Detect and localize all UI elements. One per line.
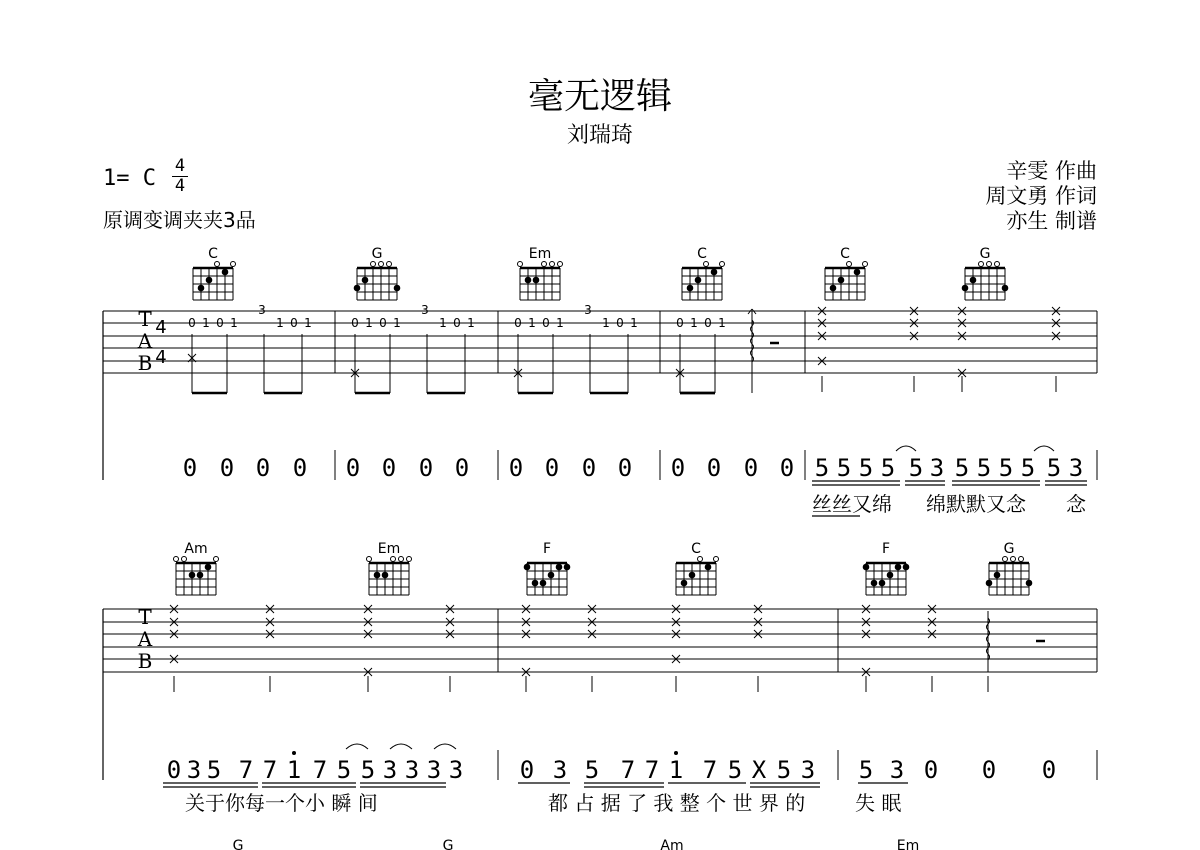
lyric-text: 失 眠 — [855, 791, 902, 815]
chord-dot — [374, 572, 381, 579]
credit-composer: 辛雯 作曲 — [1006, 159, 1097, 183]
chord-open — [231, 262, 236, 267]
chord-open — [698, 557, 703, 562]
tie-arc — [390, 744, 412, 749]
chord-name: Em — [528, 246, 552, 262]
chord-diagram-c — [682, 246, 725, 300]
chord-name: Am — [660, 838, 684, 850]
chord-name: G — [1003, 541, 1015, 557]
jianpu-note: 3 — [929, 454, 945, 482]
tab-fret-number: 1 — [467, 316, 475, 330]
tab-fret-number: 3 — [421, 303, 429, 317]
tie-arc — [1034, 446, 1054, 451]
chord-open — [379, 262, 384, 267]
lyric-text: 绵默默又念 — [926, 492, 1026, 516]
jianpu-note: 7 — [312, 756, 328, 784]
jianpu-note: 0 — [923, 756, 939, 784]
tab-fret-number: 0 — [188, 316, 196, 330]
chord-open — [182, 557, 187, 562]
chord-open — [371, 262, 376, 267]
chord-dot — [197, 572, 204, 579]
chord-open — [174, 557, 179, 562]
lyric-text: 关于你每一个小 瞬 间 — [185, 791, 378, 815]
jianpu-note: 0 — [519, 756, 535, 784]
chord-dot — [533, 277, 540, 284]
chord-name: G — [442, 838, 454, 850]
tab-fret-number: 1 — [439, 316, 447, 330]
jianpu-note: 5 — [814, 454, 830, 482]
tab-letter-b: B — [137, 351, 153, 375]
tab-fret-number: 3 — [258, 303, 266, 317]
chord-diagram-am — [174, 541, 219, 595]
chord-open — [367, 557, 372, 562]
tab-letter-b: B — [137, 649, 153, 673]
chord-dot — [879, 580, 886, 587]
chord-dot — [830, 285, 837, 292]
jianpu-note: 3 — [382, 756, 398, 784]
chord-open — [847, 262, 852, 267]
jianpu-note: 5 — [1046, 454, 1062, 482]
chord-diagram-c — [193, 246, 236, 300]
chord-open — [714, 557, 719, 562]
jianpu-high-dot — [292, 751, 296, 755]
chord-dot — [354, 285, 361, 292]
jianpu-note: 0 — [166, 756, 182, 784]
jianpu-high-dot — [674, 751, 678, 755]
time-signature-bottom: 4 — [174, 176, 186, 196]
chord-dot — [695, 277, 702, 284]
tab-time-top: 4 — [155, 317, 167, 338]
chord-dot — [525, 277, 532, 284]
chord-diagram-em — [518, 246, 563, 300]
chord-name: G — [232, 838, 244, 850]
chord-dot — [524, 564, 531, 571]
chord-open — [1003, 557, 1008, 562]
tie-arc — [896, 446, 916, 451]
jianpu-note: 0 — [381, 454, 397, 482]
jianpu-note: 3 — [889, 756, 905, 784]
chord-dot — [564, 564, 571, 571]
chord-open — [215, 262, 220, 267]
chord-name: C — [691, 541, 701, 557]
credit-lyricist: 周文勇 作词 — [985, 184, 1097, 208]
chord-open — [720, 262, 725, 267]
tab-fret-number: 1 — [276, 316, 284, 330]
tab-time-bottom: 4 — [155, 347, 167, 368]
tab-fret-number: 3 — [584, 303, 592, 317]
capo-instruction: 原调变调夹夹3品 — [103, 208, 256, 232]
chord-diagram-c — [676, 541, 719, 595]
chord-open — [518, 262, 523, 267]
chord-dot — [863, 564, 870, 571]
jianpu-note: 5 — [206, 756, 222, 784]
chord-dot — [198, 285, 205, 292]
tab-fret-number: 1 — [304, 316, 312, 330]
chord-open — [399, 557, 404, 562]
tab-fret-number: 0 — [616, 316, 624, 330]
tab-fret-number: 1 — [556, 316, 564, 330]
chord-name: Em — [377, 541, 401, 557]
jianpu-note: 7 — [644, 756, 660, 784]
tab-fret-number: 0 — [351, 316, 359, 330]
chord-dot — [532, 580, 539, 587]
tie-arc — [434, 744, 456, 749]
chord-dot — [962, 285, 969, 292]
jianpu-note: 0 — [670, 454, 686, 482]
chord-open — [391, 557, 396, 562]
chord-open — [1011, 557, 1016, 562]
chord-name: C — [208, 246, 218, 262]
chord-dot — [556, 564, 563, 571]
chord-dot — [222, 269, 229, 276]
jianpu-note: 7 — [238, 756, 254, 784]
tab-fret-number: 1 — [630, 316, 638, 330]
chord-dot — [382, 572, 389, 579]
tab-letter-a: A — [137, 329, 153, 353]
chord-open — [704, 262, 709, 267]
chord-open — [863, 262, 868, 267]
chord-dot — [189, 572, 196, 579]
chord-name: F — [542, 541, 552, 557]
artist-name: 刘瑞琦 — [566, 123, 633, 148]
jianpu-note: 5 — [360, 756, 376, 784]
chord-name: C — [840, 246, 850, 262]
chord-diagram-g — [354, 246, 401, 300]
lyric-text: 念 — [1066, 492, 1086, 516]
jianpu-note: 5 — [584, 756, 600, 784]
jianpu-note: 3 — [426, 756, 442, 784]
tab-fret-number: 1 — [230, 316, 238, 330]
jianpu-note: 3 — [448, 756, 464, 784]
chord-dot — [838, 277, 845, 284]
jianpu-note: 0 — [779, 454, 795, 482]
tab-fret-number: 0 — [216, 316, 224, 330]
time-signature-top: 4 — [174, 156, 186, 176]
lyric-text: 丝丝又绵 — [812, 492, 892, 516]
chord-diagram-em — [367, 541, 412, 595]
chord-diagram-f — [863, 541, 910, 595]
chord-dot — [681, 580, 688, 587]
tab-fret-number: 1 — [602, 316, 610, 330]
tab-fret-number: 0 — [453, 316, 461, 330]
chord-dot — [689, 572, 696, 579]
tab-fret-number: 0 — [514, 316, 522, 330]
jianpu-note: 0 — [182, 454, 198, 482]
jianpu-note: 5 — [1020, 454, 1036, 482]
tab-fret-number: 1 — [690, 316, 698, 330]
jianpu-note: 5 — [976, 454, 992, 482]
jianpu-note: 7 — [620, 756, 636, 784]
chord-open — [542, 262, 547, 267]
jianpu-note: 0 — [617, 454, 633, 482]
jianpu-note: 0 — [581, 454, 597, 482]
jianpu-note: 5 — [776, 756, 792, 784]
jianpu-note: 0 — [706, 454, 722, 482]
jianpu-note: 0 — [418, 454, 434, 482]
jianpu-note: 7 — [702, 756, 718, 784]
chord-dot — [362, 277, 369, 284]
chord-diagram-g — [986, 541, 1033, 595]
jianpu-note: 5 — [908, 454, 924, 482]
chord-name: F — [881, 541, 891, 557]
chord-dot — [887, 572, 894, 579]
tab-fret-number: 0 — [704, 316, 712, 330]
chord-open — [407, 557, 412, 562]
lyric-text: 都 占 据 了 我 整 个 世 界 的 — [548, 791, 806, 815]
chord-name: Am — [184, 541, 208, 557]
jianpu-note: 0 — [219, 454, 235, 482]
chord-dot — [206, 277, 213, 284]
chord-dot — [1002, 285, 1009, 292]
chord-open — [995, 262, 1000, 267]
key-signature: 1= C — [103, 166, 156, 191]
jianpu-note: 5 — [998, 454, 1014, 482]
tab-fret-number: 1 — [365, 316, 373, 330]
tab-fret-number: 0 — [676, 316, 684, 330]
tab-fret-number: 1 — [202, 316, 210, 330]
tab-letter-t: T — [138, 307, 152, 331]
jianpu-note: 5 — [336, 756, 352, 784]
song-title: 毫无逻辑 — [527, 76, 672, 117]
jianpu-note: 0 — [255, 454, 271, 482]
jianpu-note: 0 — [981, 756, 997, 784]
chord-dot — [548, 572, 555, 579]
chord-open — [987, 262, 992, 267]
chord-dot — [994, 572, 1001, 579]
jianpu-note: X — [751, 756, 767, 784]
chord-dot — [205, 564, 212, 571]
chord-diagram-f — [524, 541, 571, 595]
chord-dot — [986, 580, 993, 587]
jianpu-note: 3 — [552, 756, 568, 784]
chord-open — [1019, 557, 1024, 562]
jianpu-note: 3 — [800, 756, 816, 784]
tab-fret-number: 1 — [718, 316, 726, 330]
tab-fret-number: 0 — [542, 316, 550, 330]
chord-dot — [895, 564, 902, 571]
jianpu-note: 5 — [727, 756, 743, 784]
jianpu-note: 1 — [668, 756, 684, 784]
chord-dot — [394, 285, 401, 292]
tab-letter-t: T — [138, 605, 152, 629]
chord-dot — [903, 564, 910, 571]
chord-diagram-c — [825, 246, 868, 300]
chord-dot — [871, 580, 878, 587]
jianpu-note: 0 — [508, 454, 524, 482]
staff-layer — [103, 246, 1097, 850]
chord-name: G — [371, 246, 383, 262]
jianpu-note: 0 — [292, 454, 308, 482]
credit-arranger: 亦生 制谱 — [1006, 209, 1097, 233]
tab-fret-number: 0 — [379, 316, 387, 330]
jianpu-note: 5 — [880, 454, 896, 482]
tie-arc — [346, 744, 368, 749]
jianpu-note: 0 — [345, 454, 361, 482]
chord-dot — [970, 277, 977, 284]
chord-dot — [1026, 580, 1033, 587]
chord-open — [979, 262, 984, 267]
tab-fret-number: 0 — [290, 316, 298, 330]
chord-dot — [854, 269, 861, 276]
chord-open — [558, 262, 563, 267]
jianpu-note: 5 — [954, 454, 970, 482]
chord-open — [387, 262, 392, 267]
jianpu-note: 3 — [186, 756, 202, 784]
jianpu-note: 0 — [454, 454, 470, 482]
chord-name: C — [697, 246, 707, 262]
tab-fret-number: 1 — [528, 316, 536, 330]
jianpu-note: 5 — [858, 454, 874, 482]
chord-open — [550, 262, 555, 267]
chord-name: G — [979, 246, 991, 262]
chord-diagram-g — [962, 246, 1009, 300]
tab-letter-a: A — [137, 627, 153, 651]
jianpu-note: 5 — [836, 454, 852, 482]
chord-open — [214, 557, 219, 562]
jianpu-note: 0 — [544, 454, 560, 482]
chord-dot — [540, 580, 547, 587]
chord-dot — [705, 564, 712, 571]
jianpu-note: 0 — [1041, 756, 1057, 784]
jianpu-note: 0 — [743, 454, 759, 482]
jianpu-note: 3 — [1068, 454, 1084, 482]
tab-fret-number: 1 — [393, 316, 401, 330]
jianpu-note: 5 — [858, 756, 874, 784]
chord-dot — [687, 285, 694, 292]
jianpu-note: 7 — [262, 756, 278, 784]
jianpu-note: 3 — [404, 756, 420, 784]
chord-dot — [711, 269, 718, 276]
chord-name: Em — [896, 838, 920, 850]
jianpu-note: 1 — [286, 756, 302, 784]
